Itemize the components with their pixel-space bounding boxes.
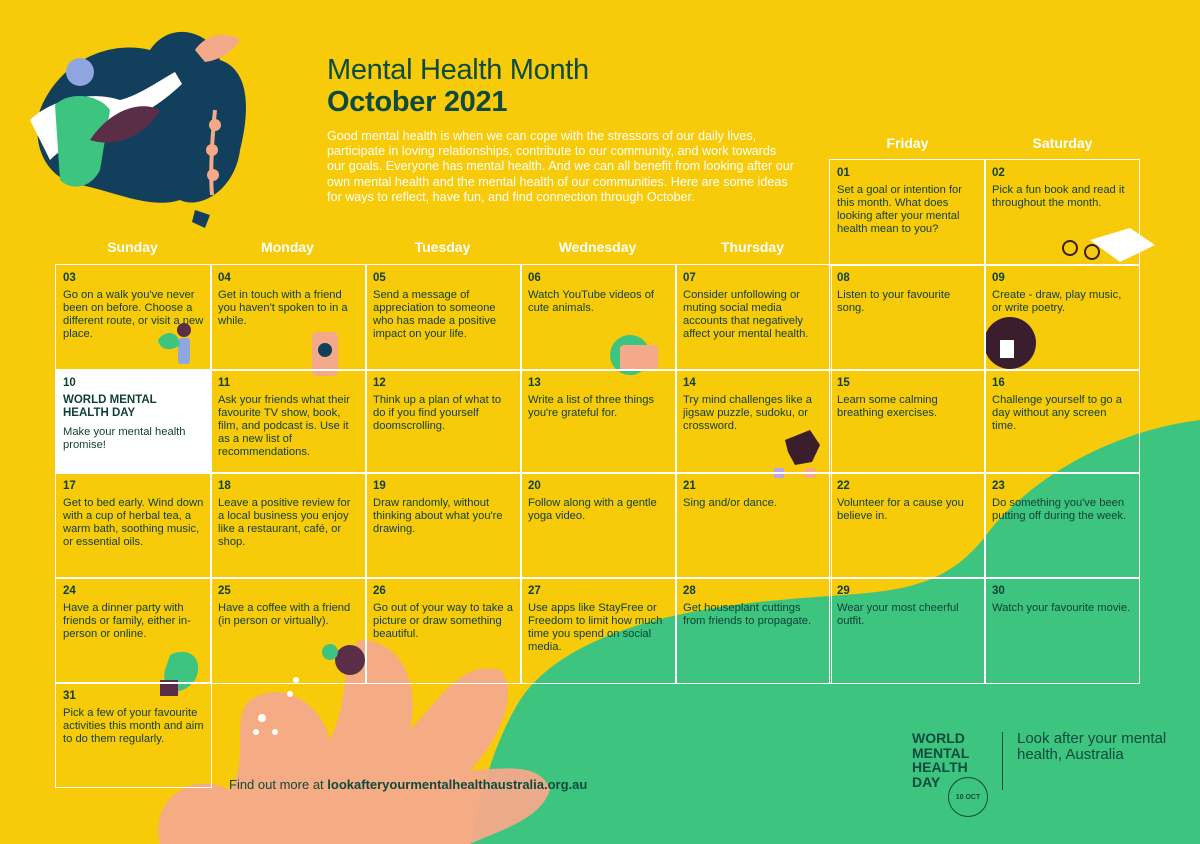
day-activity: Do something you've been putting off during the week. [992,497,1127,522]
calendar-day [55,682,212,788]
calendar-day [55,264,212,371]
calendar-day [829,577,986,684]
calendar-day [210,369,367,474]
calendar-day [210,472,367,579]
day-activity: Create - draw, play music, or write poetry. [992,289,1122,314]
calendar-day [365,472,522,579]
day-number: 09 [992,272,1005,284]
calendar-day [520,369,677,474]
day-activity: Send a message of appreciation to someone who has made a positive impact on your life. [373,289,497,340]
footer-prefix: Find out more at [229,777,328,792]
footer-text [229,777,587,792]
day-header-thursday: Thursday [720,239,784,255]
day-activity: Listen to your favourite song. [837,289,951,314]
calendar-day [984,577,1140,684]
calendar-day [675,577,832,684]
day-activity: Volunteer for a cause you believe in. [837,497,964,522]
day-header-tuesday: Tuesday [414,239,471,255]
day-activity: Pick a few of your favourite activities this month and aim to do them regularly. [63,707,204,745]
calendar-day [984,472,1140,579]
day-number: 25 [218,585,231,597]
day-activity: Have a coffee with a friend (in person or virtually). [218,602,351,627]
calendar-day [829,264,986,371]
logo-line: WORLD [912,730,965,746]
website-link[interactable]: lookafteryourmentalhealthaustralia.org.au [327,777,588,792]
day-number: 26 [373,585,386,597]
day-activity: Get houseplant cuttings from friends to propagate. [683,602,812,627]
calendar-day [520,577,677,684]
day-number: 05 [373,272,386,284]
day-number: 21 [683,480,696,492]
day-number: 23 [992,480,1005,492]
day-number: 15 [837,377,850,389]
day-activity: Get in touch with a friend you haven't spoken to in a while. [218,289,348,327]
day-number: 01 [837,167,850,179]
day-number: 08 [837,272,850,284]
intro-paragraph: Good mental health is when we can cope with the stressors of our daily lives, participate in loving relationships, contribute to our community, and work towards our goals. Everyone has mental health. And we can all benefit from looking after our own mental health and the mental health of our communities. Here are some ideas for ways to reflect, have fun, and find connection through October. [327,129,794,204]
tasmania-shape [192,210,210,228]
day-number: 30 [992,585,1005,597]
calendar-day [984,264,1140,371]
day-number: 07 [683,272,696,284]
day-activity: Try mind challenges like a jigsaw puzzle, sudoku, or crossword. [683,394,812,432]
day-activity: Think up a plan of what to do if you find yourself doomscrolling. [373,394,502,432]
day-activity: Go out of your way to take a picture or draw something beautiful. [373,602,513,640]
calendar-day [829,159,986,266]
logo-line: HEALTH [912,759,968,775]
day-number: 11 [218,377,231,389]
calendar-day [520,472,677,579]
day-number: 28 [683,585,696,597]
day-number: 02 [992,167,1005,179]
day-header-friday: Friday [886,135,929,151]
calendar-day [984,369,1140,474]
calendar-day [675,472,832,579]
calendar-day [210,264,367,371]
world-mental-health-day-label: WORLD MENTAL HEALTH DAY [63,394,157,419]
calendar-day [365,369,522,474]
day-activity: Draw randomly, without thinking about what you're drawing. [373,497,503,535]
day-activity: Wear your most cheerful outfit. [837,602,959,627]
day-number: 29 [837,585,850,597]
day-number: 18 [218,480,231,492]
day-number: 13 [528,377,541,389]
day-activity: Leave a positive review for a local business you enjoy like a restaurant, café, or shop. [218,497,351,548]
day-number: 27 [528,585,541,597]
day-header-saturday: Saturday [1032,135,1093,151]
day-activity: Get to bed early. Wind down with a cup of herbal tea, a warm bath, soothing music, or essential oils. [63,497,204,548]
day-number: 20 [528,480,541,492]
logo-line: MENTAL [912,744,970,761]
day-number: 16 [992,377,1005,389]
day-number: 31 [63,690,76,702]
day-number: 06 [528,272,541,284]
day-number: 10 [63,377,76,389]
day-activity: Learn some calming breathing exercises. [837,394,938,419]
day-activity: Follow along with a gentle yoga video. [528,497,657,522]
day-activity: Write a list of three things you're grateful for. [528,394,655,419]
day-number: 24 [63,585,76,597]
calendar-day [984,159,1140,266]
day-number: 17 [63,480,76,492]
day-number: 04 [218,272,231,284]
day-number: 22 [837,480,850,492]
calendar-day [829,369,986,474]
calendar-day [520,264,677,371]
day-activity: Sing and/or dance. [683,497,777,509]
day-activity: Pick a fun book and read it throughout the month. [992,184,1125,209]
day-number: 14 [683,377,696,389]
day-activity: Ask your friends what their favourite TV show, book, film, and podcast is. Use it as a new list of recommendations. [218,394,350,458]
day-activity: Make your mental health promise! [63,426,186,451]
day-activity: Have a dinner party with friends or family, either in-person or online. [63,602,191,640]
calendar-day [365,577,522,684]
day-number: 19 [373,480,386,492]
tagline: Look after your mental health, Australia [1017,730,1167,763]
calendar-day [210,577,367,684]
logo-line: DAY [912,773,941,790]
day-activity: Consider unfollowing or muting social media accounts that negatively affect your mental health. [683,289,809,340]
calendar-day [365,264,522,371]
calendar-day [675,264,832,371]
calendar-day [55,577,212,684]
page-title: Mental Health Month [327,54,589,86]
day-header-monday: Monday [261,239,314,255]
calendar-day-highlight [55,369,212,474]
day-header-wednesday: Wednesday [558,239,637,255]
day-activity: Set a goal or intention for this month. What does looking after your mental health mean to you? [837,184,963,235]
day-activity: Challenge yourself to go a day without any screen time. [992,394,1122,432]
calendar-day [829,472,986,579]
page-subtitle: October 2021 [327,86,508,118]
calendar-day [55,472,212,579]
logo-divider [1002,732,1003,790]
day-activity: Go on a walk you've never been on before. Choose a different route, or visit a new place. [63,289,204,340]
day-activity: Watch YouTube videos of cute animals. [528,289,655,314]
day-number: 03 [63,272,76,284]
calendar-day [675,369,832,474]
day-activity: Watch your favourite movie. [992,602,1131,614]
day-number: 12 [373,377,386,389]
day-header-sunday: Sunday [107,239,158,255]
day-activity: Use apps like StayFree or Freedom to limit how much time you spend on social media. [528,602,663,653]
date-badge: 10 OCT [948,777,988,817]
